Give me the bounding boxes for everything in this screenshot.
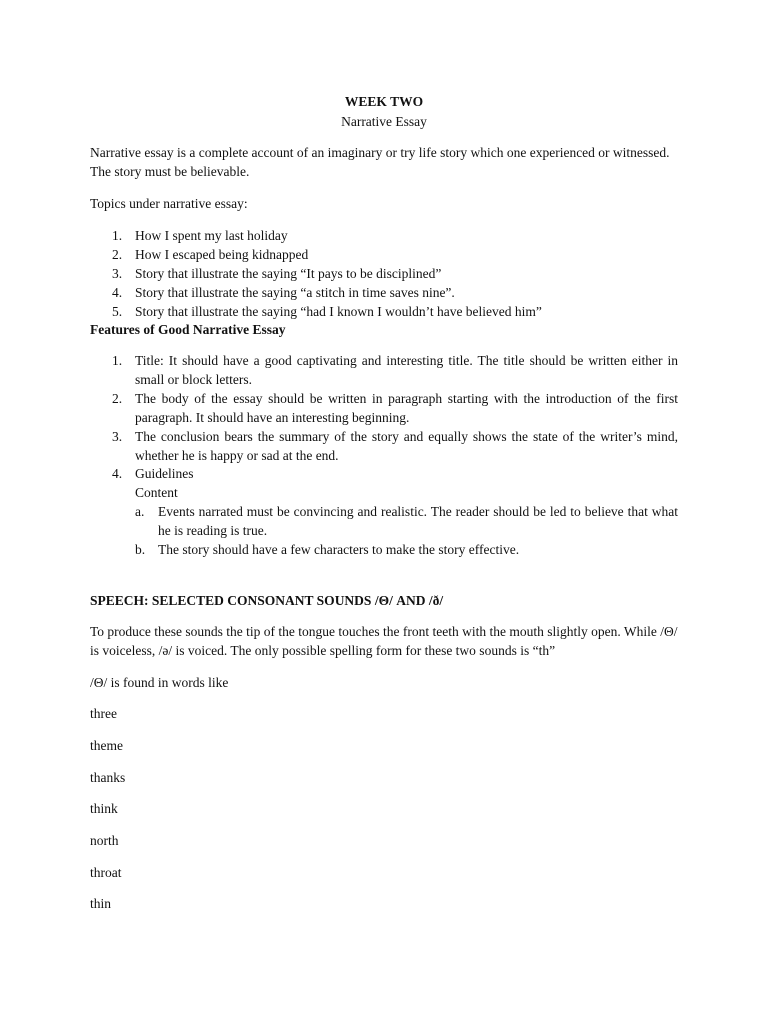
features-number-1: 1. [112,353,123,368]
word-item: theme [90,738,123,753]
list-item [90,302,690,321]
features-text-1: Title: It should have a good captivating and interesting title. The title should be written either in small or block letters. [135,353,678,387]
list-item [90,264,690,283]
features-text-4: Guidelines [135,466,194,481]
list-text: Story that illustrate the saying “a stitch in time saves nine”. [135,285,455,300]
content-label: Content [135,485,178,500]
lesson-subtitle: Narrative Essay [341,114,427,129]
subitem-letter-a: a. [135,504,145,519]
week-title: WEEK TWO [344,94,424,109]
word-item: thin [90,896,112,911]
features-heading: Features of Good Narrative Essay [90,322,286,337]
word-item: north [90,833,119,848]
list-item [90,245,690,264]
features-text-3: The conclusion bears the summary of the story and equally shows the state of the writer’s mind, whether he is happy or sad at the end. [135,429,678,463]
subitem-text-b: The story should have a few characters to make the story effective. [158,542,520,557]
subitem-text-a: Events narrated must be convincing and realistic. The reader should be led to believe that what he is reading is true. [158,504,678,538]
list-number: 1. [112,228,123,243]
speech-heading: SPEECH: SELECTED CONSONANT SOUNDS /Θ/ AND /ð/ [90,593,444,608]
list-text: Story that illustrate the saying “It pays to be disciplined” [135,266,442,281]
word-item: throat [90,865,122,880]
list-number: 5. [112,304,123,319]
words-intro: /Θ/ is found in words like [90,675,229,690]
speech-paragraph: To produce these sounds the tip of the tongue touches the front teeth with the mouth slightly open. While /Θ/ is voiceless, /ə/ is voiced. The only possible spelling form for these two sounds is “th” [90,624,678,658]
features-text-2: The body of the essay should be written in paragraph starting with the introduction of the first paragraph. It should have an interesting beginning. [135,391,678,425]
word-item: three [90,706,117,721]
list-number: 2. [112,247,123,262]
list-text: How I escaped being kidnapped [135,247,309,262]
list-text: How I spent my last holiday [135,228,288,243]
intro-paragraph: Narrative essay is a complete account of an imaginary or try life story which one experienced or witnessed. The story must be believable. [90,145,670,179]
subitem-letter-b: b. [135,542,146,557]
list-text: Story that illustrate the saying “had I known I wouldn’t have believed him” [135,304,542,319]
word-item: think [90,801,118,816]
features-number-3: 3. [112,429,123,444]
list-item [90,226,690,245]
list-number: 3. [112,266,123,281]
topics-list [90,226,690,321]
list-item [90,283,690,302]
features-number-4: 4. [112,466,123,481]
list-number: 4. [112,285,123,300]
features-number-2: 2. [112,391,123,406]
topics-label: Topics under narrative essay: [90,196,248,211]
word-item: thanks [90,770,126,785]
